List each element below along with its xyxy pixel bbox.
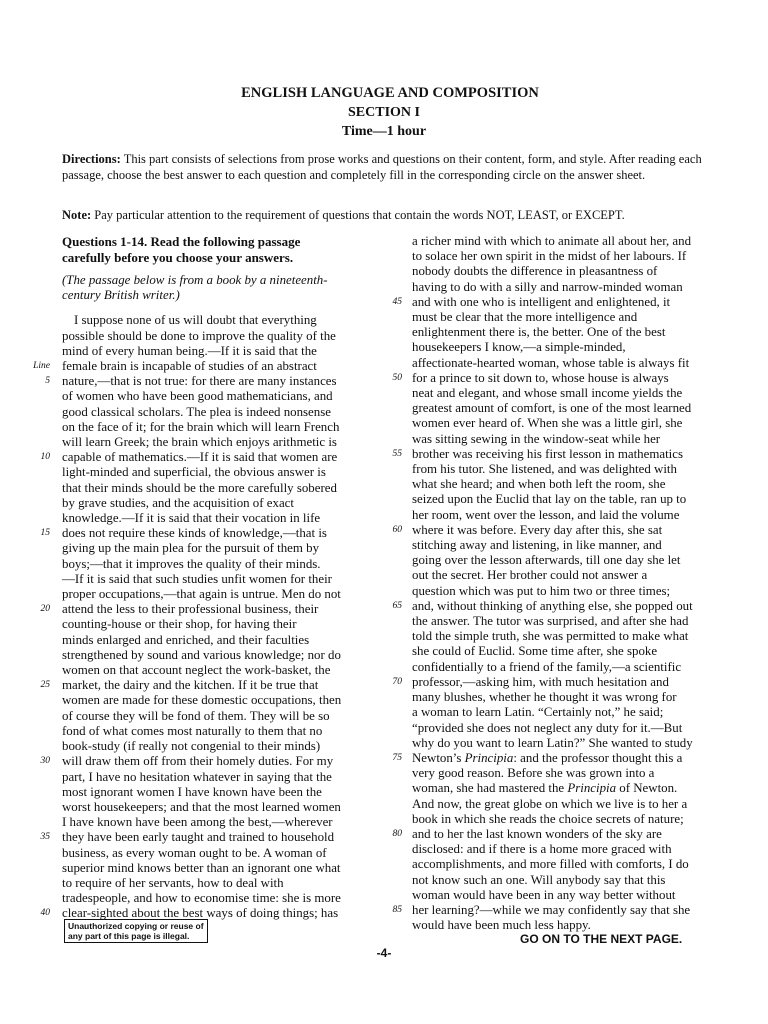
passage-line: will learn Greek; the brain which enjoys arithmetic is [62, 435, 337, 450]
passage-line: knowledge.—If it is said that their vocation in life [62, 511, 321, 526]
page-header [0, 84, 768, 141]
passage-line: And now, the great globe on which we live is to her a [412, 796, 688, 811]
passage-line: giving up the main plea for the pursuit of them by [62, 541, 320, 556]
right-column [392, 234, 724, 933]
line-number: 50 [392, 372, 402, 383]
passage-line: 15 does not require these kinds of knowledge,—that is [62, 526, 367, 541]
note-text: Pay particular attention to the requirement of questions that contain the words NOT, LEAST, or EXCEPT. [94, 208, 625, 222]
line-number: 20 [40, 604, 50, 615]
passage-line: most ignorant women I have known have been the [62, 784, 322, 799]
passage-line: of women who have been good mathematicians, and [62, 389, 333, 404]
passage-line: the answer. The tutor was surprised, and after she had [412, 614, 689, 629]
passage-line: minds enlarged and enriched, and their faculties [62, 632, 310, 647]
passage-line: —If it is said that such studies unfit women for their [62, 571, 332, 586]
passage-line: book-study (if really not congenial to their minds) [62, 739, 321, 754]
passage-line: neat and elegant, and whose small income yields the [412, 386, 683, 401]
left-column [33, 234, 367, 922]
passage-line: from his tutor. She listened, and was delighted with [412, 462, 677, 477]
passage-line: what she heard; and when both left the room, she [412, 477, 666, 492]
passage-line: of course they will be fond of them. They will be so [62, 708, 330, 723]
line-number: 30 [40, 756, 50, 767]
passage-line: was sitting sewing in the window-seat while her [412, 431, 661, 446]
passage-line: boys;—that it improves the quality of their minds. [62, 556, 321, 571]
passage-line: very good reason. Before she was grown into a [412, 766, 655, 781]
passage-line: on the face of it; for the brain which will learn French [62, 419, 340, 434]
line-number: 25 [40, 680, 50, 691]
passage-line: 45 and with one who is intelligent and enlightened, it [412, 295, 724, 310]
time-limit: Time—1 hour [341, 124, 427, 139]
line-number: 85 [392, 904, 402, 915]
passage-line: not know such an one. Will anybody say that this [412, 872, 666, 887]
passage-line: enlightenment there is, the better. One of the best [412, 325, 666, 340]
passage-line: 65 and, without thinking of anything else, she popped out [412, 599, 724, 614]
passage-right [392, 234, 724, 933]
passage-line: 5 nature,—that is not true: for there are many instances [62, 374, 367, 389]
passage-line: book in which she reads the choice secrets of nature; [412, 811, 684, 826]
passage-line: strengthened by sound and various knowledge; nor do [62, 647, 341, 662]
questions-header-line: Questions 1-14. Read the following passage [62, 234, 301, 249]
page-number: -4- [376, 946, 392, 960]
passage-line: women are made for these domestic occupations, then [62, 693, 342, 708]
copyright-line: any part of this page is illegal. [68, 931, 190, 941]
line-number: Line [33, 361, 50, 372]
line-number: 40 [40, 908, 50, 919]
passage-line: 60 where it was before. Every day after this, she sat [412, 523, 724, 538]
line-number: 15 [40, 528, 50, 539]
passage-line: women ever heard of. When she was a little girl, she [412, 416, 683, 431]
line-number: 80 [392, 828, 402, 839]
passage-line: 55 brother was receiving his first lesson in mathematics [412, 447, 724, 462]
passage-line: 20 attend the less to their professional business, their [62, 602, 367, 617]
copyright-line: Unauthorized copying or reuse of [68, 921, 204, 931]
passage-line: business, as every woman ought to be. A woman of [62, 845, 327, 860]
passage-line: woman would have been in any way better without [412, 887, 676, 902]
note [62, 208, 722, 224]
passage-line: part, I have no hesitation whatever in saying that the [62, 769, 332, 784]
passage-line: she could of Euclid. Some time after, she spoke [412, 644, 658, 659]
passage-line: 30 will draw them off from their homely duties. For my [62, 754, 367, 769]
passage-line: a woman to learn Latin. “Certainly not,” he said; [412, 705, 664, 720]
passage-line: disclosed: and if there is a home more graced with [412, 842, 672, 857]
passage-line: good classical scholars. The plea is indeed nonsense [62, 404, 331, 419]
passage-line: seized upon the Euclid that lay on the table, ran up to [412, 492, 687, 507]
passage-line: confidentially to a friend of the family,—a scientific [412, 659, 682, 674]
passage-line: that their minds should be the more carefully sobered [62, 480, 337, 495]
passage-line: tradespeople, and how to economise time: she is more [62, 891, 341, 906]
page-title: ENGLISH LANGUAGE AND COMPOSITION [241, 85, 539, 101]
line-number: 10 [40, 452, 50, 463]
passage-line: I have known have been among the best,—wherever [62, 815, 333, 830]
passage-line: going over the lesson afterwards, till one day she let [412, 553, 681, 568]
note-label: Note: [62, 208, 92, 222]
passage-line: by grave studies, and the acquisition of exact [62, 495, 294, 510]
passage-line: 75 Newton’s Principia: and the professor thought this a [412, 751, 724, 766]
passage-line: 25 market, the dairy and the kitchen. If it be true that [62, 678, 367, 693]
passage-line: told the simple truth, she was permitted to make what [412, 629, 689, 644]
passage-line: stitching away and listening, in like manner, and [412, 538, 662, 553]
directions-label: Directions: [62, 152, 121, 166]
questions-header-line: carefully before you choose your answers. [62, 249, 294, 265]
questions-header [62, 234, 367, 265]
line-number: 35 [40, 832, 50, 843]
passage-line: 85 her learning?—while we may confidently say that she [412, 903, 724, 918]
passage-line: worst housekeepers; and that the most learned women [62, 799, 341, 814]
passage-left [33, 313, 367, 921]
copyright-notice [64, 919, 208, 943]
passage-line: to solace her own spirit in the midst of her labours. If [412, 249, 687, 264]
passage-line: her room, went over the lesson, and laid the volume [412, 507, 680, 522]
passage-line: 40 clear-sighted about the best ways of doing things; has [62, 906, 367, 921]
passage-line: “provided she does not neglect any duty for it.—But [412, 720, 683, 735]
passage-line: 80 and to her the last known wonders of the sky are [412, 827, 724, 842]
passage-line: out the secret. Her brother could not answer a [412, 568, 648, 583]
passage-line: light-minded and superficial, the obvious answer is [62, 465, 326, 480]
passage-line: greatest amount of comfort, is one of the most learned [412, 401, 692, 416]
passage-line: question which was put to him two or three times; [412, 583, 671, 598]
passage-line: to require of her servants, how to deal with [62, 875, 284, 890]
line-number: 55 [392, 448, 402, 459]
passage-line: affectionate-hearted woman, whose table is always fit [412, 355, 690, 370]
line-number: 65 [392, 600, 402, 611]
line-number: 45 [392, 296, 402, 307]
passage-line: 35 they have been early taught and trained to household [62, 830, 367, 845]
passage-line: many blushes, whether he thought it was wrong for [412, 690, 677, 705]
line-number: 70 [392, 676, 402, 687]
passage-line: I suppose none of us will doubt that everything [74, 313, 317, 328]
line-number: 75 [392, 752, 402, 763]
passage-line: having to do with a silly and narrow-minded woman [412, 279, 683, 294]
directions [62, 152, 722, 183]
passage-line: accomplishments, and more filled with comforts, I do [412, 857, 689, 872]
passage-line: housekeepers I know,—a simple-minded, [412, 340, 626, 355]
section-label: SECTION I [348, 105, 420, 120]
passage-line: Line female brain is incapable of studies of an abstract [62, 359, 367, 374]
intro-line: (The passage below is from a book by a nineteenth- [62, 273, 328, 287]
passage-line: mind of every human being.—If it is said that the [62, 343, 317, 358]
passage-line: 10 capable of mathematics.—If it is said that women are [62, 450, 367, 465]
passage-line: proper occupations,—that again is untrue. Men do not [62, 587, 341, 602]
passage-line: superior mind knows better than an ignorant one what [62, 860, 341, 875]
line-number: 5 [45, 376, 50, 387]
passage-line: 50 for a prince to sit down to, whose house is always [412, 371, 724, 386]
passage-line: counting-house or their shop, for having their [62, 617, 297, 632]
go-on-notice: GO ON TO THE NEXT PAGE. [520, 932, 683, 946]
passage-intro [62, 273, 367, 303]
passage-line: woman, she had mastered the Principia of Newton. [412, 781, 678, 796]
passage-line: would have been much less happy. [412, 918, 591, 933]
passage-line: fond of what comes most naturally to them that no [62, 723, 323, 738]
passage-line: possible should be done to improve the quality of the [62, 328, 336, 343]
passage-line: nobody doubts the difference in pleasantness of [412, 264, 658, 279]
passage-line: women on that account neglect the work-basket, the [62, 663, 331, 678]
intro-line: century British writer.) [62, 288, 180, 303]
passage-line: why do you want to learn Latin?” She wanted to study [412, 735, 693, 750]
passage-line: must be clear that the more intelligence and [412, 310, 638, 325]
directions-text: This part consists of selections from prose works and questions on their content, form, and style. After reading each passage, choose the best answer to each question and completely fill in the corresponding circle on the answer sheet. [62, 152, 702, 182]
line-number: 60 [392, 524, 402, 535]
passage-line: a richer mind with which to animate all about her, and [412, 234, 692, 248]
passage-line: 70 professor,—asking him, with much hesitation and [412, 675, 724, 690]
